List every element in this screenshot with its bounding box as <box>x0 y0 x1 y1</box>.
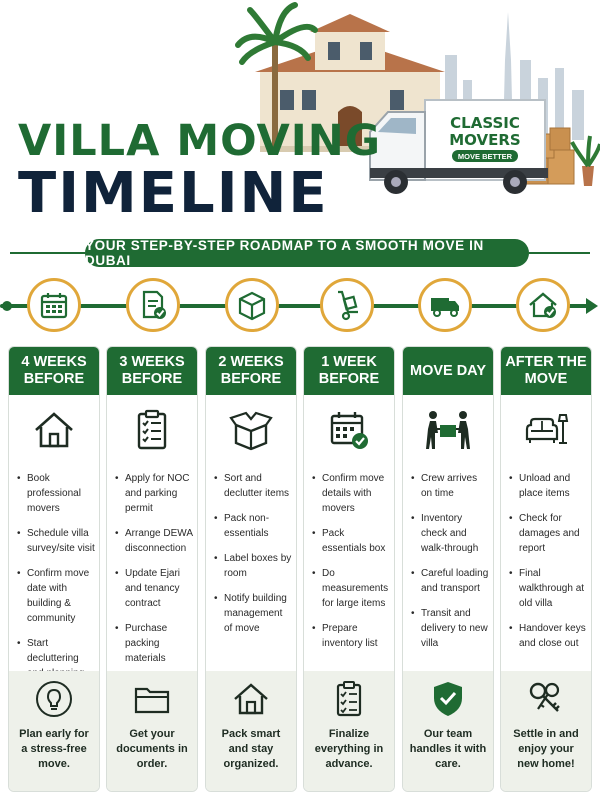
list-item: • Start decluttering <box>17 636 95 681</box>
list-item: • Label boxes by room <box>214 551 292 581</box>
column-footer <box>9 671 99 791</box>
footer-text: Finalize everything in advance. <box>314 728 384 770</box>
list-item: • Arrange DEWA disconnection <box>115 526 193 556</box>
timeline-line <box>0 304 588 308</box>
column-heading: 1 WEEK BEFORE <box>304 347 394 395</box>
timeline-node-2 <box>126 278 180 332</box>
truck-brand-line2: MOVERS <box>449 131 521 149</box>
document-check-icon <box>136 288 170 322</box>
footer-text: Get your documents in order. <box>116 728 188 770</box>
list-item: • Confirm move details with movers <box>312 471 390 516</box>
timeline-start-dot <box>2 301 12 311</box>
column-heading: 2 WEEKS BEFORE <box>206 347 296 395</box>
clipboard-checklist-icon <box>129 407 175 453</box>
column-3-weeks-before <box>106 346 198 792</box>
truck-icon <box>428 288 462 322</box>
column-icon-wrap <box>403 395 493 465</box>
shield-check-icon <box>428 679 468 719</box>
list-item: • Notify building management of move <box>214 591 292 636</box>
list-item: • Inventory check and walk-through <box>411 511 489 556</box>
column-footer <box>403 671 493 791</box>
folder-icon <box>132 679 172 719</box>
keys-icon <box>526 679 566 719</box>
movers-carrying-icon <box>425 407 471 453</box>
list-item: • Update Ejari and tenancy contract <box>115 566 193 611</box>
column-1-week-before <box>303 346 395 792</box>
task-list <box>9 465 99 671</box>
task-list <box>501 465 591 671</box>
sofa-lamp-icon <box>523 407 569 453</box>
truck-tagline: MOVE BETTER <box>457 152 513 161</box>
list-item: • Final walkthrough at old villa <box>509 566 587 611</box>
list-item: • Purchase packing materials <box>115 621 193 666</box>
list-item: • Transit and delivery to new villa <box>411 606 489 651</box>
column-footer <box>304 671 394 791</box>
list-item: • Schedule villa survey/site visit <box>17 526 95 556</box>
banner-rule-right <box>529 252 590 254</box>
column-icon-wrap <box>107 395 197 465</box>
column-icon-wrap <box>9 395 99 465</box>
task-list <box>304 465 394 671</box>
column-icon-wrap <box>501 395 591 465</box>
list-item: • Crew arrives on time <box>411 471 489 501</box>
footer-text: Plan early for a stress-free move. <box>19 728 89 770</box>
column-heading: 3 WEEKS BEFORE <box>107 347 197 395</box>
footer-text: Our team handles it with care. <box>409 728 487 770</box>
list-item: • Check for damages and report <box>509 511 587 556</box>
list-item: • Apply for NOC and parking permit <box>115 471 193 516</box>
column-footer <box>501 671 591 791</box>
list-item: • Handover keys and close out <box>509 621 587 651</box>
title-line1: VILLA MOVING <box>18 116 382 166</box>
column-icon-wrap <box>206 395 296 465</box>
column-footer <box>107 671 197 791</box>
calendar-icon <box>37 288 71 322</box>
timeline-node-1 <box>27 278 81 332</box>
calendar-check-icon <box>326 407 372 453</box>
footer-text: Settle in and enjoy your new home! <box>513 728 579 770</box>
banner-rule-left <box>10 252 85 254</box>
column-after-the-move <box>500 346 592 792</box>
footer-text: Pack smart and stay organized. <box>221 728 281 770</box>
task-list <box>107 465 197 671</box>
column-heading: MOVE DAY <box>403 347 493 395</box>
clipboard-checklist-icon <box>329 679 369 719</box>
list-item: • Do measurements for large items <box>312 566 390 611</box>
open-box-icon <box>228 407 274 453</box>
lightbulb-icon <box>34 679 74 719</box>
subtitle-banner: YOUR STEP-BY-STEP ROADMAP TO A SMOOTH MOVE IN DUBAI <box>85 239 529 267</box>
title-line2: TIMELINE <box>18 161 329 226</box>
timeline-arrow-head <box>586 298 598 314</box>
list-item: • Pack non-essentials <box>214 511 292 541</box>
timeline-node-4 <box>320 278 374 332</box>
timeline-track <box>0 276 600 336</box>
task-list <box>403 465 493 671</box>
timeline-node-3 <box>225 278 279 332</box>
list-item: • Sort and declutter items <box>214 471 292 501</box>
hero-section <box>0 0 600 232</box>
column-2-weeks-before <box>205 346 297 792</box>
list-item: • Careful loading and transport <box>411 566 489 596</box>
column-heading: AFTER THE MOVE <box>501 347 591 395</box>
column-heading: 4 WEEKS BEFORE <box>9 347 99 395</box>
home-check-icon <box>526 288 560 322</box>
timeline-node-6 <box>516 278 570 332</box>
box-icon <box>235 288 269 322</box>
truck-brand-line1: CLASSIC <box>450 114 520 132</box>
task-list <box>206 465 296 671</box>
list-item: • Prepare inventory list <box>312 621 390 651</box>
timeline-node-5 <box>418 278 472 332</box>
hand-truck-icon <box>330 288 364 322</box>
house-icon <box>231 679 271 719</box>
potted-plant <box>572 136 600 186</box>
column-icon-wrap <box>304 395 394 465</box>
subtitle-banner-row <box>10 238 590 268</box>
list-item: • Book professional movers <box>17 471 95 516</box>
column-footer <box>206 671 296 791</box>
list-item: • Confirm move date with building & community <box>17 566 95 626</box>
timeline-columns <box>8 346 592 792</box>
house-icon <box>31 407 77 453</box>
moving-truck <box>370 100 548 194</box>
column-4-weeks-before <box>8 346 100 792</box>
list-item: • Pack essentials box <box>312 526 390 556</box>
list-item: • Unload and place items <box>509 471 587 501</box>
column-move-day <box>402 346 494 792</box>
